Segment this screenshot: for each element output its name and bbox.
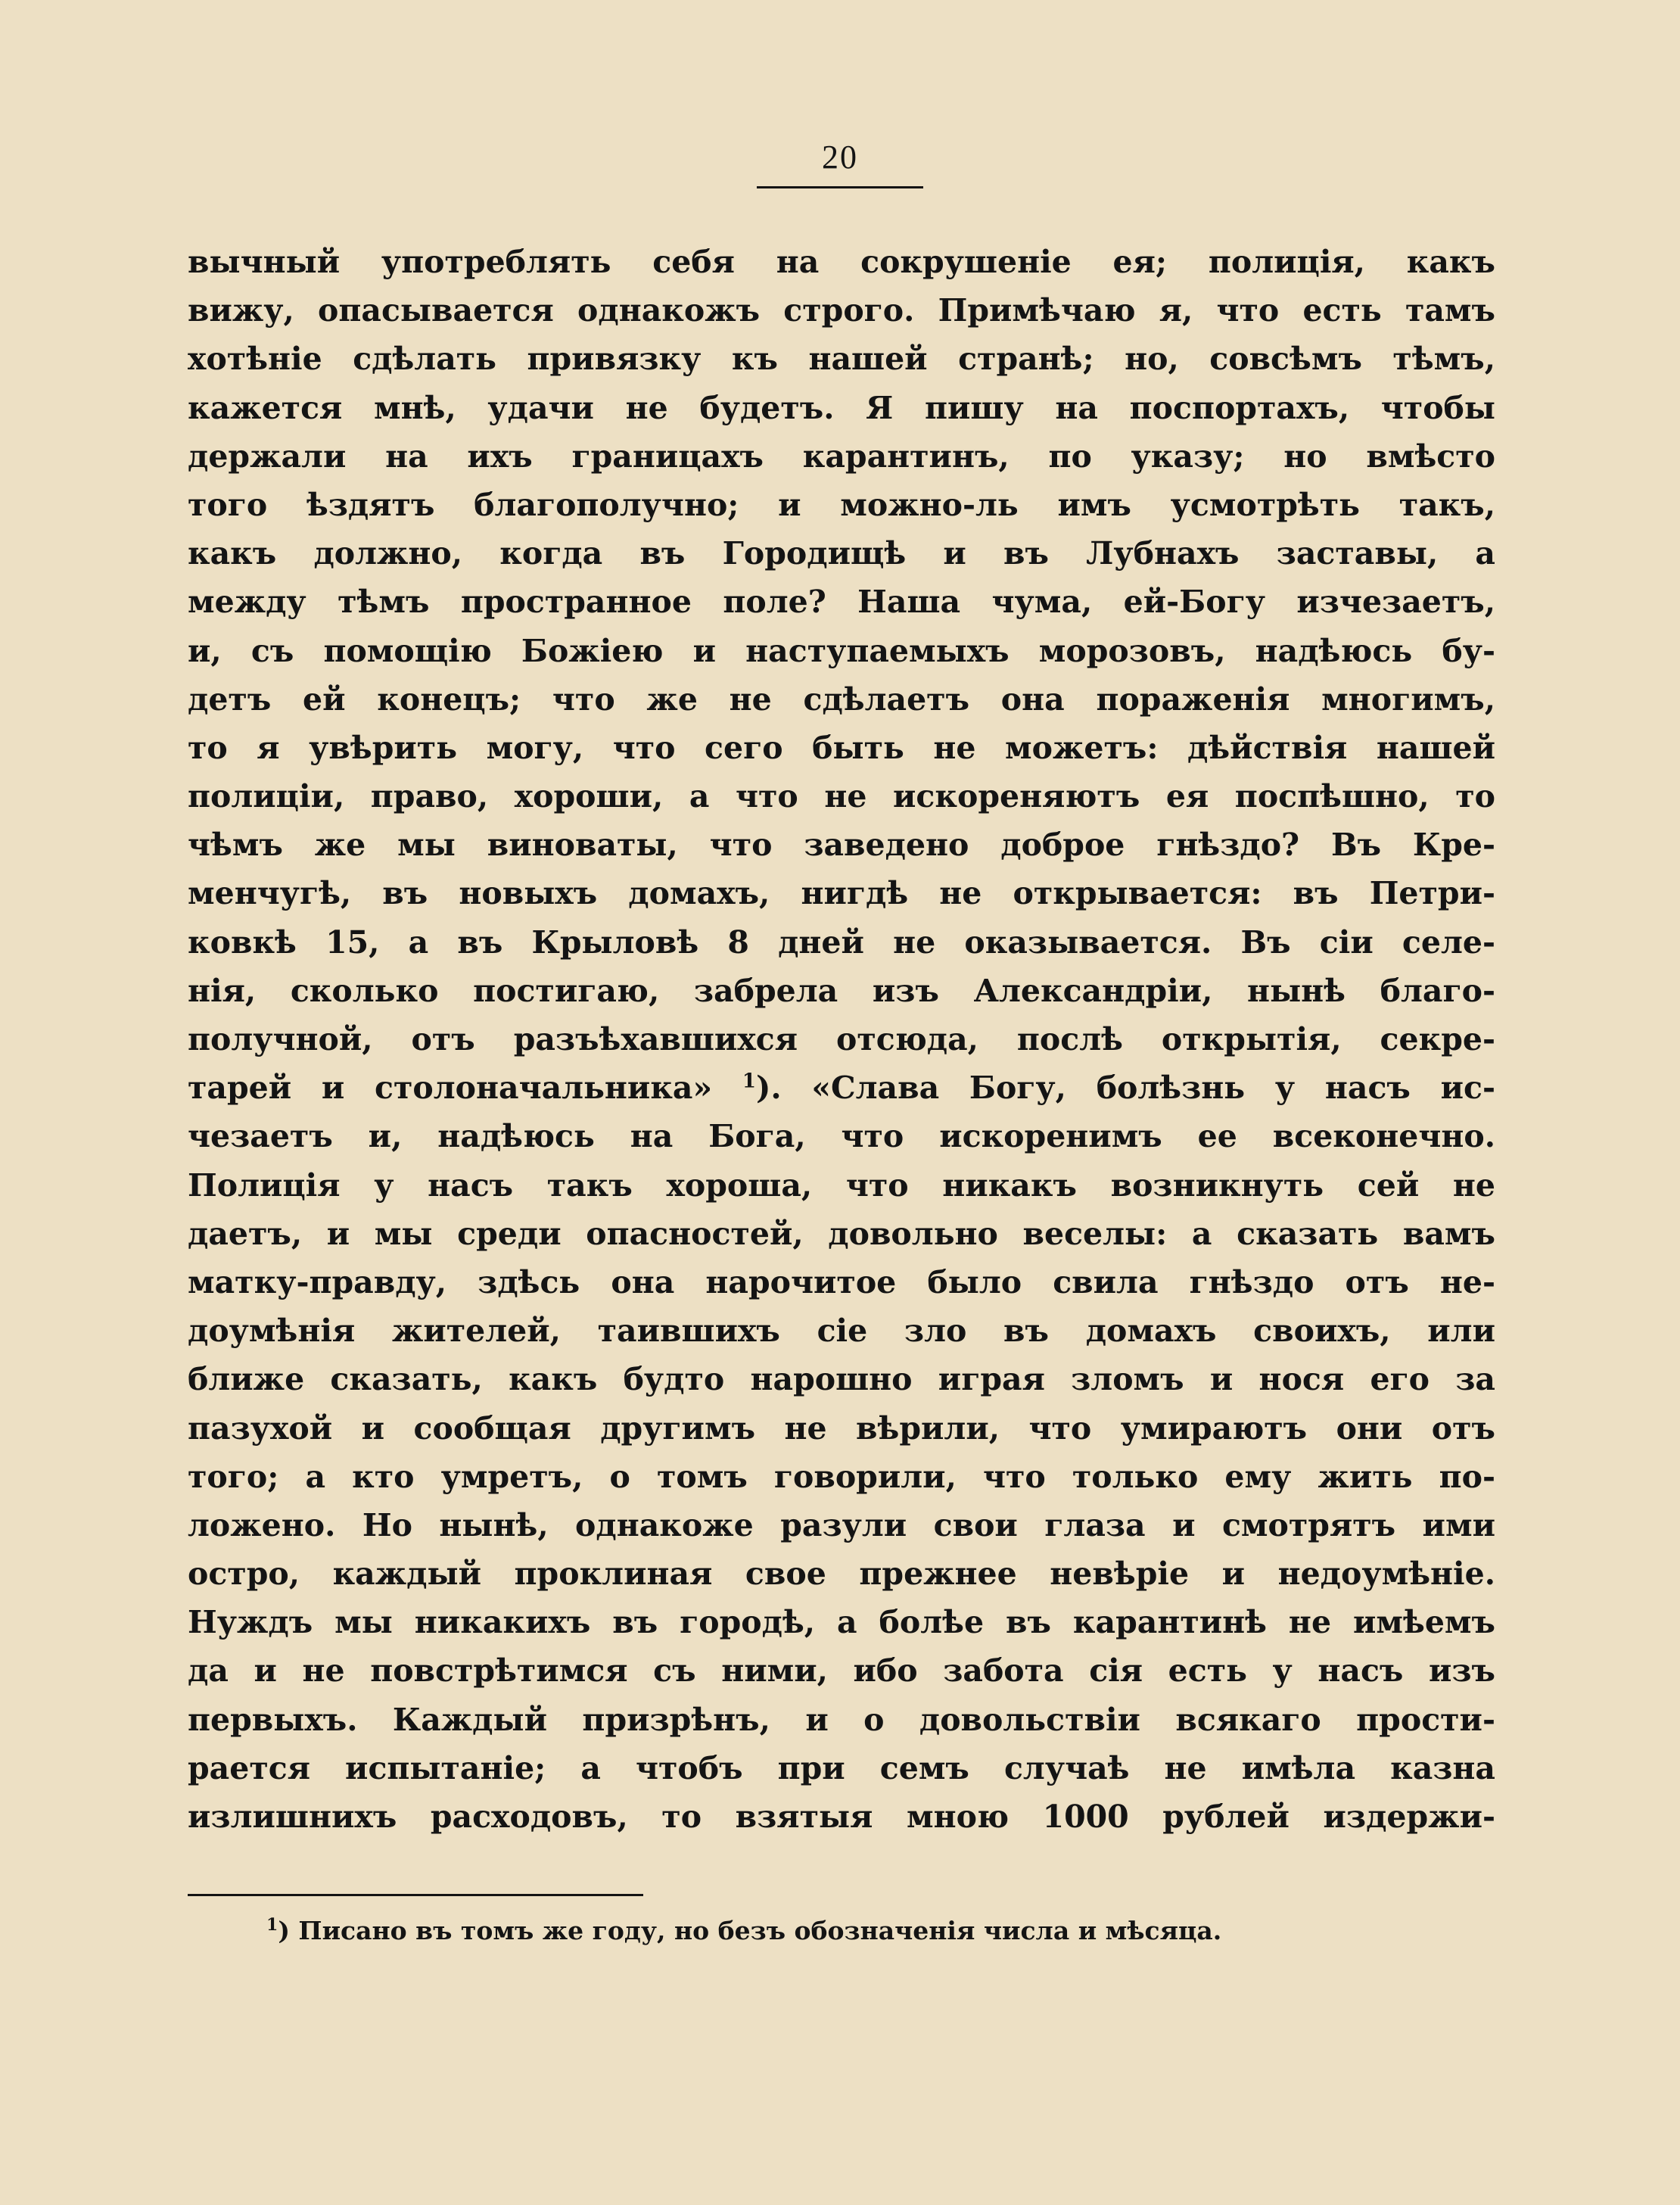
text-line: ложено. Но нынѣ, однакоже разули свои глаза и смотрятъ ими — [188, 1506, 1495, 1543]
line-segment: ). «Слава Богу, болѣзнь у насъ ис- — [755, 1070, 1495, 1107]
text-line: пазухой и сообщая другимъ не вѣрили, что умираютъ они отъ — [188, 1409, 1495, 1447]
text-line: Нуждъ мы никакихъ въ городѣ, а болѣе въ карантинѣ не имѣемъ — [188, 1604, 1495, 1641]
text-line: доумѣнія жителей, таившихъ сіе зло въ домахъ своихъ, или — [188, 1313, 1495, 1350]
page-number: 20 — [822, 139, 858, 176]
text-line-with-footnote-ref — [188, 1064, 1495, 1112]
text-line: рается испытаніе; а чтобъ при семъ случаѣ не имѣла казна — [188, 1749, 1495, 1786]
text-line: держали на ихъ границахъ карантинъ, по указу; но вмѣсто — [188, 438, 1495, 475]
text-line: хотѣніе сдѣлать привязку къ нашей странѣ; но, совсѣмъ тѣмъ, — [188, 341, 1495, 378]
text-line: остро, каждый проклиная свое прежнее невѣріе и недоумѣніе. — [188, 1556, 1495, 1593]
body-text — [188, 238, 1495, 1841]
page-number-rule — [757, 186, 923, 188]
text-line: получной, отъ разъѣхавшихся отсюда, послѣ открытія, секре- — [188, 1021, 1495, 1057]
text-line: того; а кто умретъ, о томъ говорили, что только ему жить по- — [188, 1458, 1495, 1495]
text-line: чѣмъ же мы виноваты, что заведено доброе гнѣздо? Въ Кре- — [188, 827, 1495, 864]
text-line: и, съ помощію Божіею и наступаемыхъ морозовъ, надѣюсь бу- — [188, 632, 1495, 669]
text-line: ковкѣ 15, а въ Крыловѣ 8 дней не оказывается. Въ сіи селе- — [188, 923, 1495, 961]
text-line: между тѣмъ пространное поле? Наша чума, ей-Богу изчезаетъ, — [188, 584, 1495, 621]
text-line: чезаетъ и, надѣюсь на Бога, что искоренимъ ее всеконечно. — [188, 1118, 1495, 1155]
text-line: вычный употреблять себя на сокрушеніе ея; полиція, какъ — [188, 244, 1495, 280]
footnote — [266, 1914, 1447, 1948]
footnote-ref[interactable]: 1 — [742, 1070, 756, 1093]
footnote-text: ) Писано въ томъ же году, но безъ обозначенія числа и мѣсяца. — [278, 1916, 1222, 1945]
text-line: даетъ, и мы среди опасностей, довольно веселы: а сказать вамъ — [188, 1215, 1495, 1252]
text-line: первыхъ. Каждый призрѣнъ, и о довольствіи всякаго прости- — [188, 1701, 1495, 1738]
text-line: то я увѣрить могу, что сего быть не можетъ: дѣйствія нашей — [188, 729, 1495, 766]
text-line: детъ ей конецъ; что же не сдѣлаетъ она пораженія многимъ, — [188, 680, 1495, 718]
text-line: вижу, опасывается однакожъ строго. Примѣчаю я, что есть тамъ — [188, 292, 1495, 329]
text-line: излишнихъ расходовъ, то взятыя мною 1000 рублей издержи- — [188, 1799, 1495, 1835]
text-line: полиціи, право, хороши, а что не искореняютъ ея поспѣшно, то — [188, 778, 1495, 815]
text-line: какъ должно, когда въ Городищѣ и въ Лубнахъ заставы, а — [188, 535, 1495, 572]
footnote-marker: 1 — [266, 1915, 278, 1935]
text-line: Полиція у насъ такъ хороша, что никакъ возникнуть сей не — [188, 1166, 1495, 1204]
text-line: нія, сколько постигаю, забрела изъ Александріи, нынѣ благо- — [188, 972, 1495, 1009]
text-line: матку-правду, здѣсь она нарочитое было свила гнѣздо отъ не- — [188, 1263, 1495, 1300]
footnote-divider — [188, 1894, 643, 1896]
text-line: да и не повстрѣтимся съ ними, ибо забота сія есть у насъ изъ — [188, 1652, 1495, 1690]
text-line: менчугѣ, въ новыхъ домахъ, нигдѣ не открывается: въ Петри- — [188, 875, 1495, 912]
text-line: ближе сказать, какъ будто нарошно играя зломъ и нося его за — [188, 1361, 1495, 1398]
text-line: того ѣздятъ благополучно; и можно-ль имъ усмотрѣть такъ, — [188, 486, 1495, 523]
line-segment: тарей и столоначальника» — [188, 1070, 713, 1107]
text-line: кажется мнѣ, удачи не будетъ. Я пишу на поспортахъ, чтобы — [188, 389, 1495, 426]
